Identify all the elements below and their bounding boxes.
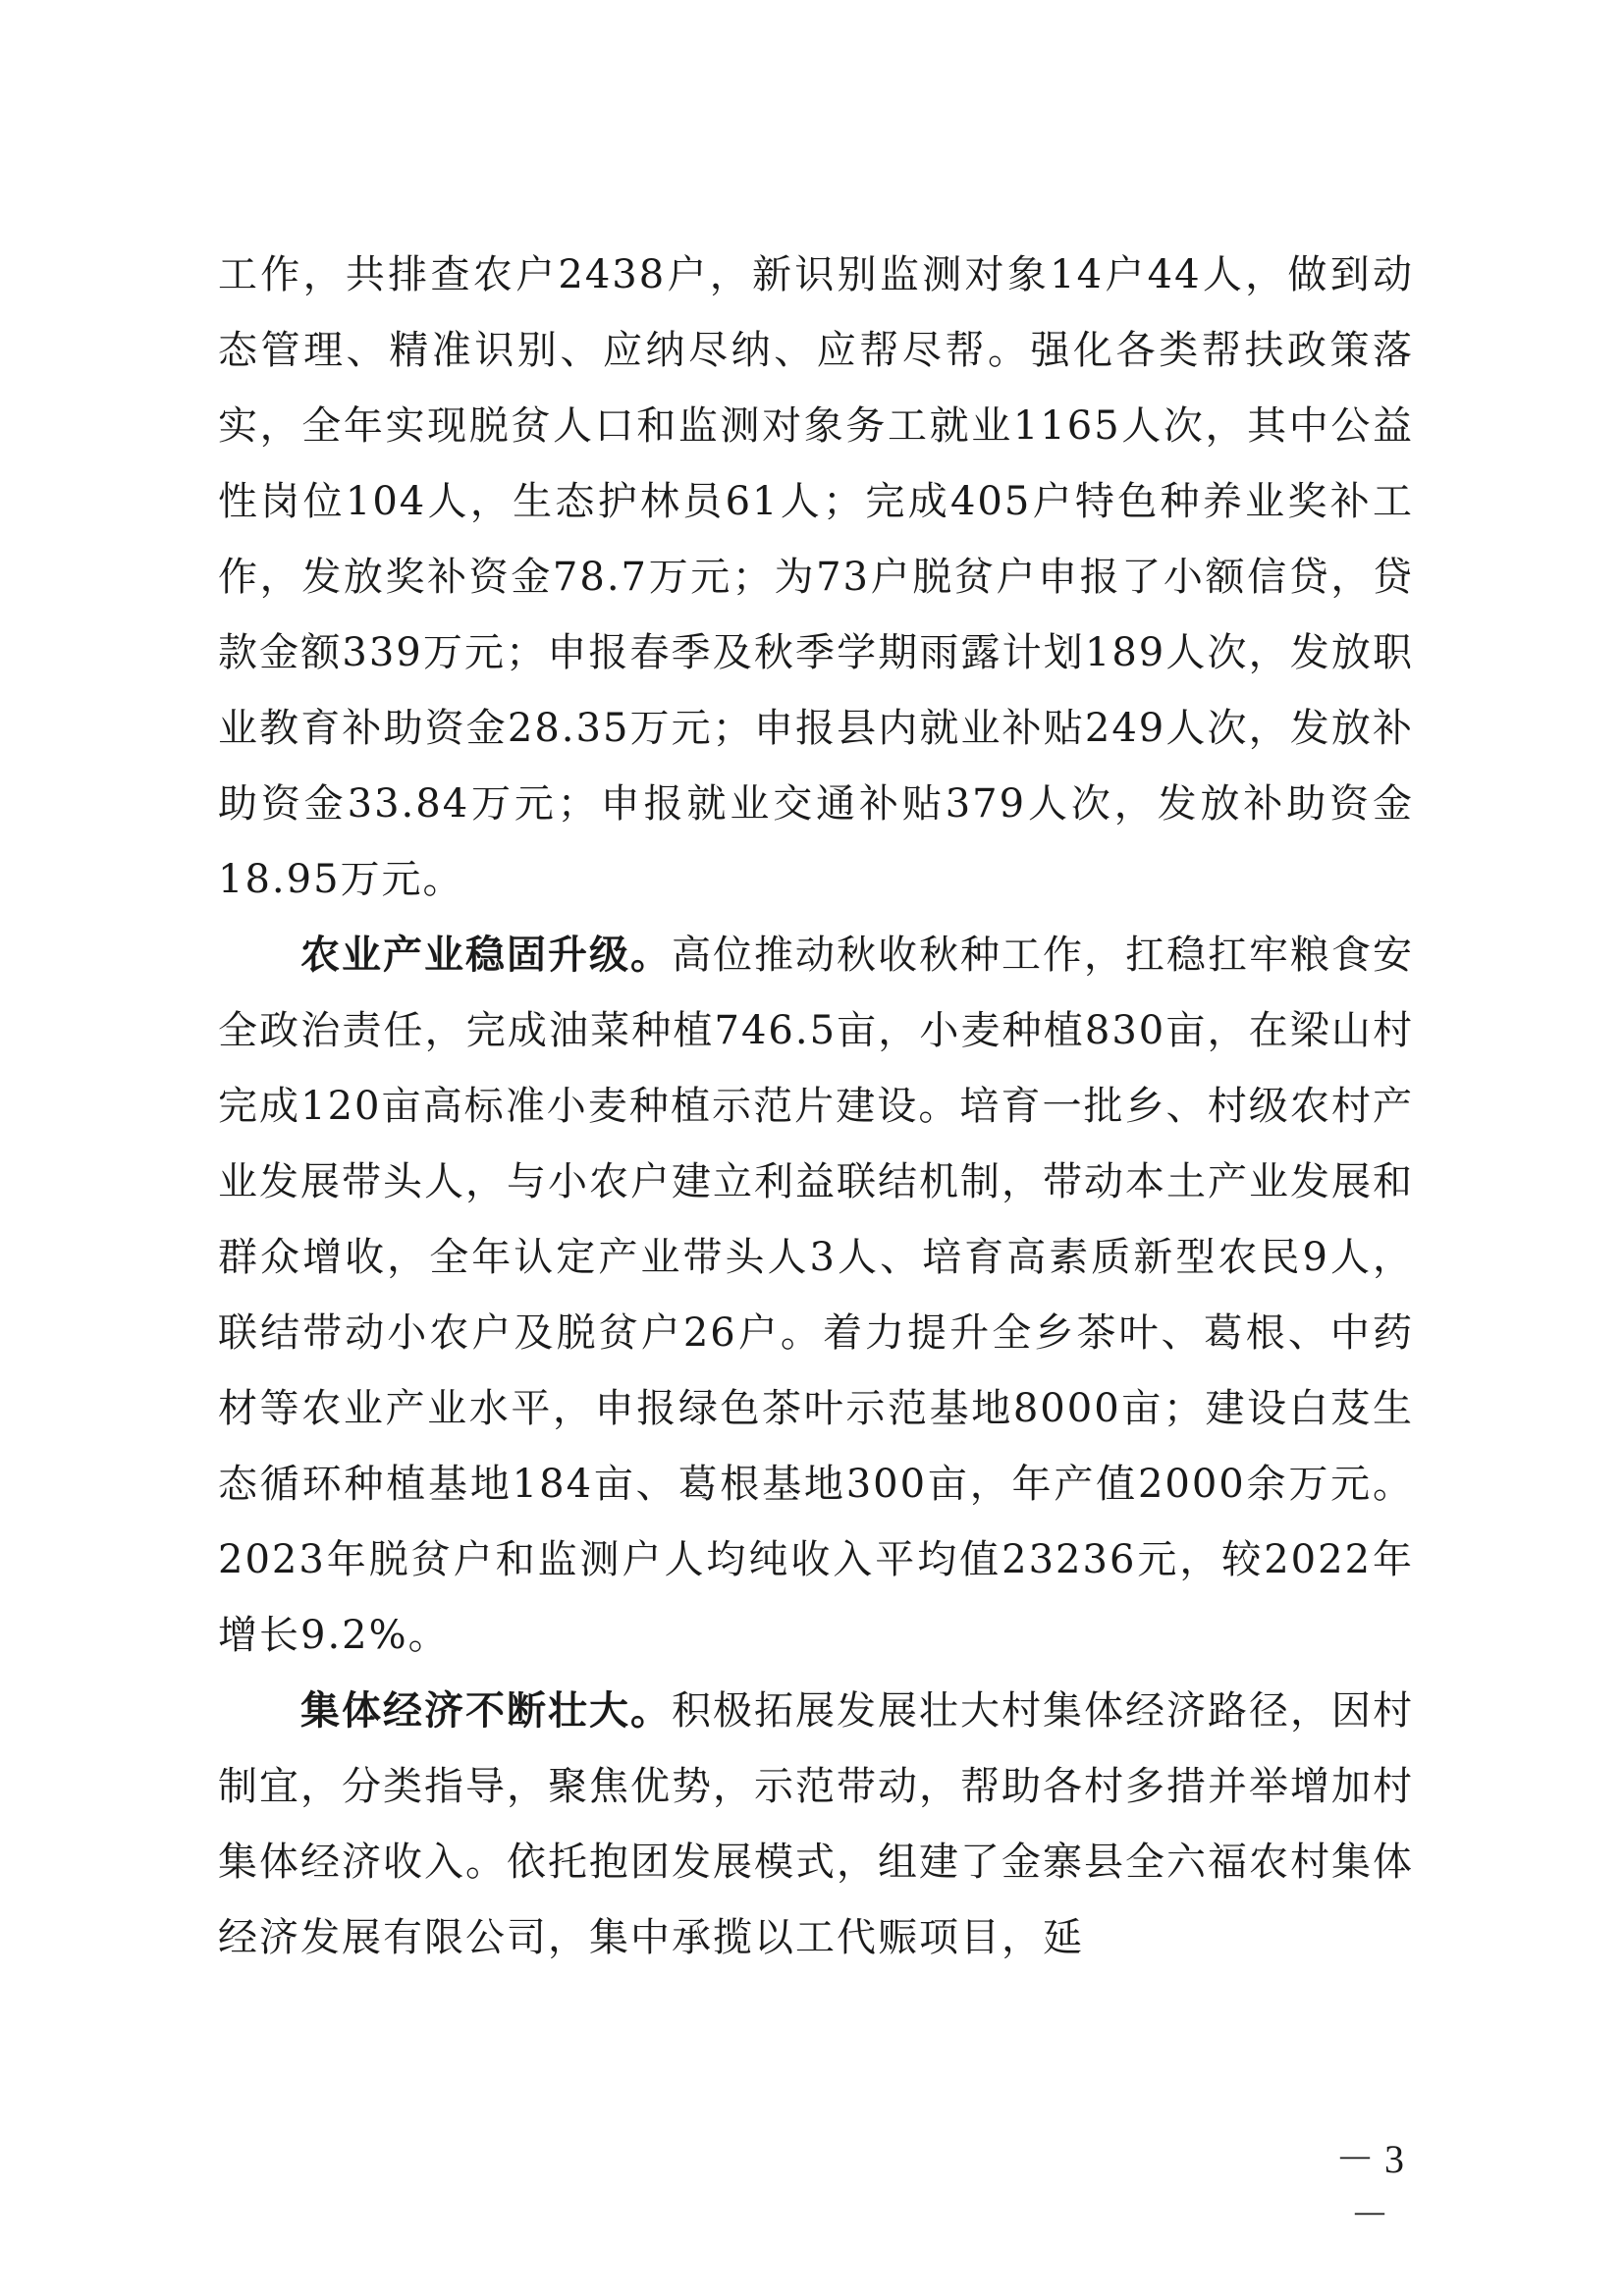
paragraph-text: 高位推动秋收秋种工作，扛稳扛牢粮食安全政治责任，完成油菜种植746.5亩，小麦种植830亩，在梁山村完成120亩高标准小麦种植示范片建设。培育一批乡、村级农村产业发展带头人，与小农户建立利益联结机制，带动本土产业发展和群众增收，全年认定产业带头人3人、培育高素质新型农民9人，联结带动小农户及脱贫户26户。着力提升全乡茶叶、葛根、中药材等农业产业水平，申报绿色茶叶示范基地8000亩；建设白芨生态循环种植基地184亩、葛根基地300亩，年产值2000余万元。2023年脱贫户和监测户人均纯收入平均值23236元，较2022年增长9.2%。 [218,933,1414,1658]
paragraph-agriculture [218,918,1414,1674]
paragraph-text: 工作，共排查农户2438户，新识别监测对象14户44人，做到动态管理、精准识别、应纳尽纳、应帮尽帮。强化各类帮扶政策落实，全年实现脱贫人口和监测对象务工就业1165人次，其中公益性岗位104人，生态护林员61人；完成405户特色种养业奖补工作，发放奖补资金78.7万元；为73户脱贫户申报了小额信贷，贷款金额339万元；申报春季及秋季学期雨露计划189人次，发放职业教育补助资金28.35万元；申报县内就业补贴249人次，发放补助资金33.84万元；申报就业交通补贴379人次，发放补助资金18.95万元。 [218,252,1414,902]
page-number: － 3 － [1335,2137,1404,2237]
document-body [218,238,1414,1976]
paragraph-poverty-support [218,238,1414,918]
section-heading-agriculture: 农业产业稳固升级。 [300,933,672,978]
paragraph-text: 积极拓展发展壮大村集体经济路径，因村制宜，分类指导，聚焦优势，示范带动，帮助各村多措并举增加村集体经济收入。依托抱团发展模式，组建了金寨县全六福农村集体经济发展有限公司，集中承揽以工代赈项目，延 [218,1688,1414,1960]
paragraph-collective-economy [218,1674,1414,1976]
section-heading-collective-economy: 集体经济不断壮大。 [300,1688,672,1734]
